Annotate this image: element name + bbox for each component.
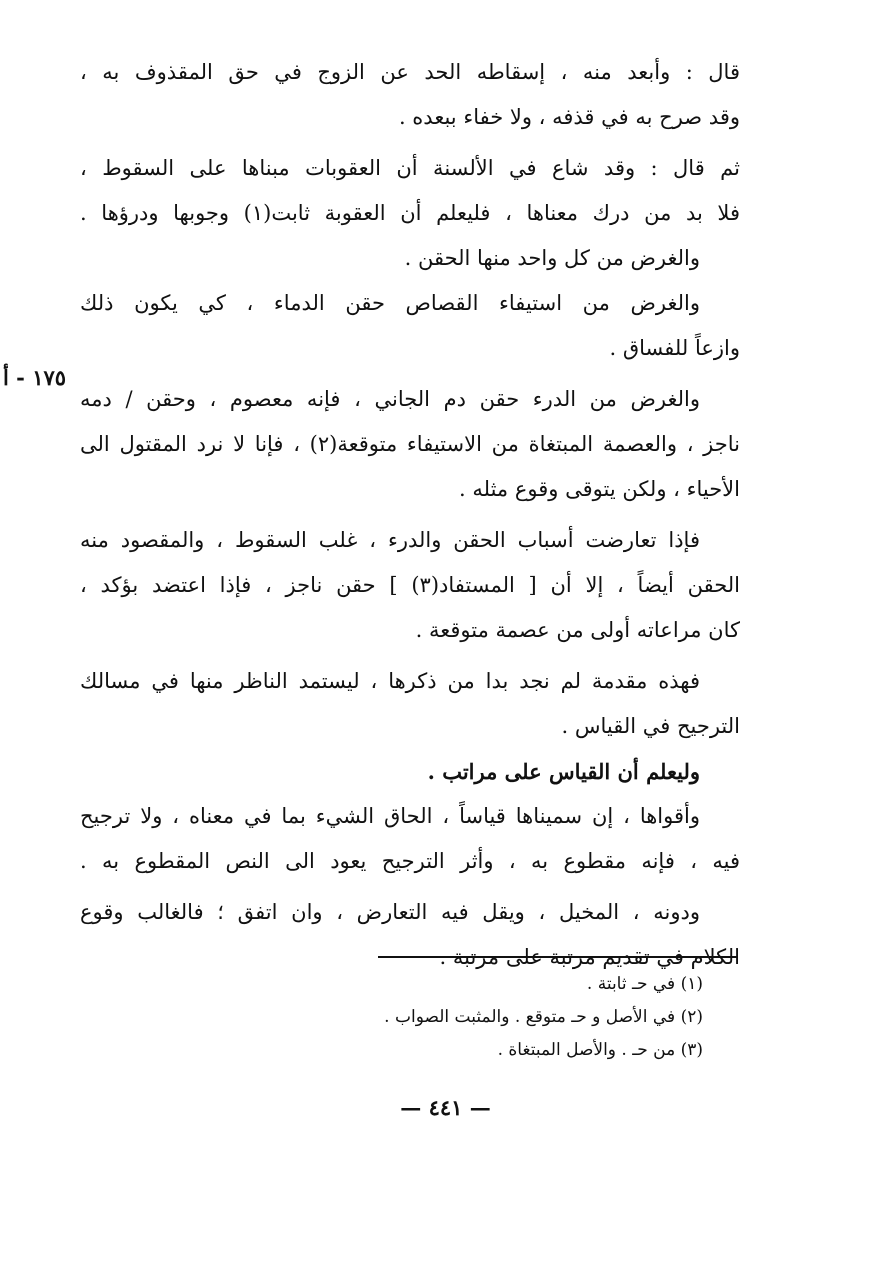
text-line: والغرض من استيفاء القصاص حقن الدماء ، كي يكون ذلك bbox=[80, 291, 700, 315]
folio-reference: ١٧٥ - أ bbox=[3, 365, 67, 390]
footnotes bbox=[384, 968, 703, 1067]
page-number: — ٤٤١ — bbox=[400, 1095, 491, 1120]
text-line: والغرض من الدرء حقن دم الجاني ، فإنه معصوم ، وحقن / دمه bbox=[80, 387, 700, 411]
text-line: والغرض من كل واحد منها الحقن . bbox=[404, 246, 700, 270]
text-line: فيه ، فإنه مقطوع به ، وأثر الترجيح يعود الى النص المقطوع به . bbox=[80, 849, 740, 873]
text-line: ثم قال : وقد شاع في الألسنة أن العقوبات مبناها على السقوط ، bbox=[80, 156, 740, 180]
text-line: وازعاً للفساق . bbox=[609, 336, 740, 360]
text-line: الترجيح في القياس . bbox=[561, 714, 740, 738]
footnote: (٣) من حـ . والأصل المبتغاة . bbox=[497, 1040, 703, 1060]
text-line: ودونه ، المخيل ، ويقل فيه التعارض ، وان اتفق ؛ فالغالب وقوع bbox=[80, 900, 700, 924]
text-line: وليعلم أن القياس على مراتب . bbox=[427, 759, 700, 784]
text-line: وأقواها ، إن سميناها قياساً ، الحاق الشيء بما في معناه ، ولا ترجيح bbox=[80, 804, 700, 828]
text-line: فهذه مقدمة لم نجد بدا من ذكرها ، ليستمد الناظر منها في مسالك bbox=[80, 669, 700, 693]
text-line: الأحياء ، ولكن يتوقى وقوع مثله . bbox=[459, 477, 740, 501]
text-line: الحقن أيضاً ، إلا أن [ المستفاد(٣) ] حقن ناجز ، فإذا اعتضد بؤكد ، bbox=[80, 573, 740, 597]
text-line: فإذا تعارضت أسباب الحقن والدرء ، غلب السقوط ، والمقصود منه bbox=[80, 528, 700, 552]
text-line: كان مراعاته أولى من عصمة متوقعة . bbox=[415, 618, 740, 642]
footnote-divider bbox=[378, 956, 738, 958]
text-line: ناجز ، والعصمة المبتغاة من الاستيفاء متوقعة(٢) ، فإنا لا نرد المقتول الى bbox=[80, 432, 740, 456]
text-line: قال : وأبعد منه ، إسقاطه الحد عن الزوج في حق المقذوف به ، bbox=[80, 60, 740, 84]
text-line: وقد صرح به في قذفه ، ولا خفاء ببعده . bbox=[398, 105, 740, 129]
footnote: (١) في حـ ثابتة . bbox=[586, 974, 703, 994]
main-text bbox=[80, 50, 740, 980]
text-line: فلا بد من درك معناها ، فليعلم أن العقوبة ثابت(١) وجوبها ودرؤها . bbox=[80, 201, 740, 225]
text-line: الكلام في تقديم مرتبة على مرتبة . bbox=[439, 945, 740, 969]
footnote: (٢) في الأصل و حـ متوقع . والمثبت الصواب . bbox=[384, 1007, 703, 1027]
